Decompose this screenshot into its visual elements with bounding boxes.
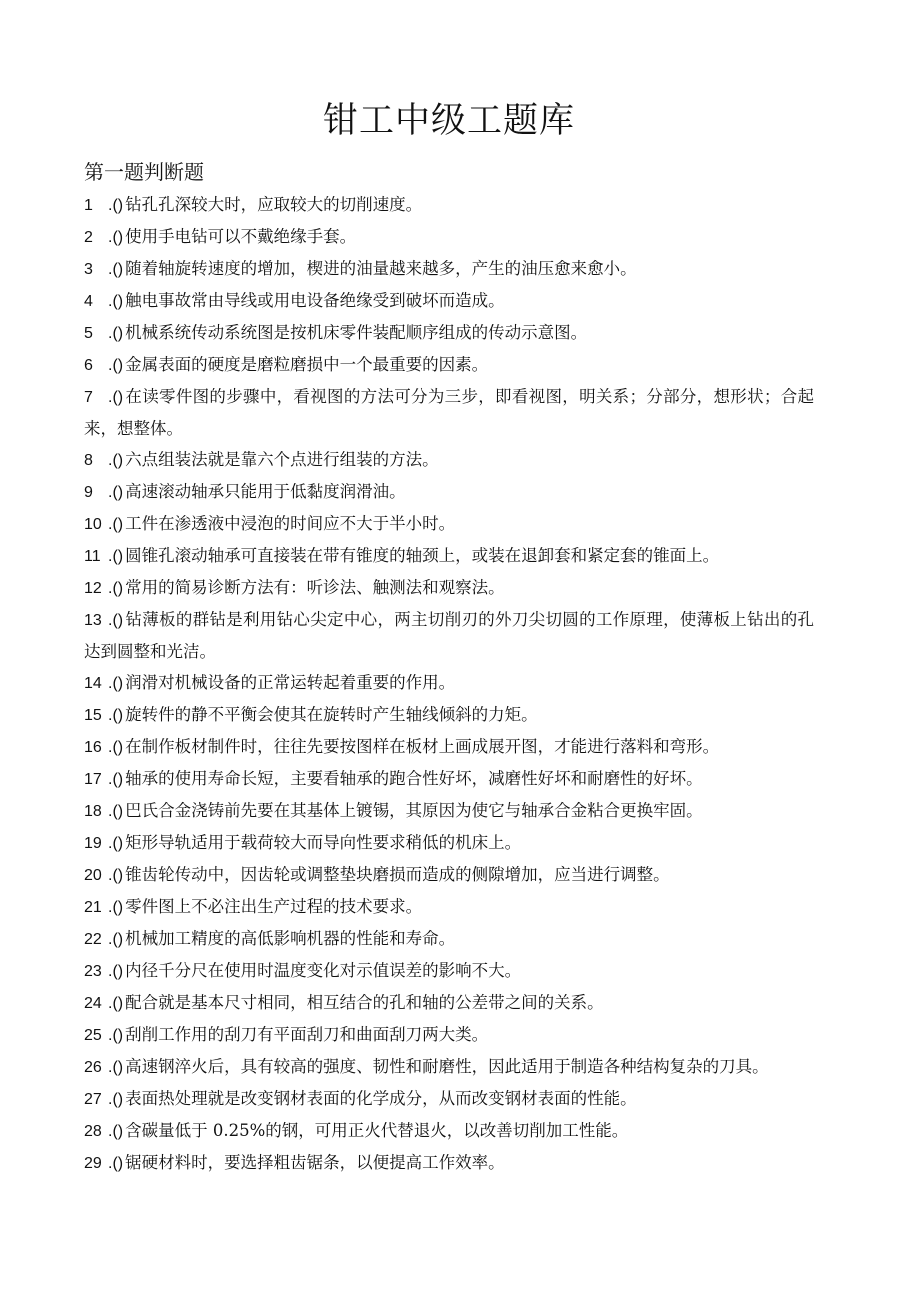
answer-parentheses: .()	[108, 1155, 124, 1172]
question-text: 高速钢淬火后，具有较高的强度、韧性和耐磨性，因此适用于制造各种结构复杂的刀具。	[125, 1057, 769, 1076]
question-number: 2	[84, 229, 93, 246]
question-item	[84, 891, 814, 923]
answer-parentheses: .()	[108, 293, 124, 310]
question-number: 1	[84, 197, 93, 214]
question-text: 机械加工精度的高低影响机器的性能和寿命。	[125, 929, 456, 948]
answer-parentheses: .()	[108, 803, 124, 820]
question-number: 19	[84, 835, 102, 852]
question-number: 9	[84, 484, 93, 501]
question-text: 矩形导轨适用于载荷较大而导向性要求稍低的机床上。	[125, 833, 522, 852]
question-text: 在制作板材制件时，往往先要按图样在板材上画成展开图，才能进行落料和弯形。	[125, 737, 720, 756]
question-item	[84, 253, 814, 285]
answer-parentheses: .()	[108, 707, 124, 724]
answer-parentheses: .()	[108, 931, 124, 948]
question-item	[84, 987, 814, 1019]
answer-parentheses: .()	[108, 995, 124, 1012]
question-number: 17	[84, 771, 102, 788]
question-number: 21	[84, 899, 102, 916]
question-text: 高速滚动轴承只能用于低黏度润滑油。	[125, 482, 406, 501]
answer-parentheses: .()	[108, 357, 124, 374]
question-item	[84, 955, 814, 987]
question-item	[84, 349, 814, 381]
question-text: 六点组装法就是靠六个点进行组装的方法。	[125, 450, 439, 469]
question-item	[84, 1115, 814, 1147]
question-text: 钻孔孔深较大时，应取较大的切削速度。	[125, 195, 423, 214]
question-number: 7	[84, 389, 93, 406]
question-item	[84, 444, 814, 476]
answer-parentheses: .()	[108, 325, 124, 342]
answer-parentheses: .()	[108, 1123, 124, 1140]
question-text: 零件图上不必注出生产过程的技术要求。	[125, 897, 423, 916]
answer-parentheses: .()	[108, 963, 124, 980]
question-text: 在读零件图的步骤中，看视图的方法可分为三步，即看视图，明关系；分部分，想形状；合起来，想整体。	[84, 387, 814, 438]
question-item	[84, 285, 814, 317]
question-number: 11	[84, 548, 101, 565]
question-text: 含碳量低于 0.25%的钢，可用正火代替退火，以改善切削加工性能。	[125, 1121, 629, 1140]
question-number: 12	[84, 580, 102, 597]
question-number: 3	[84, 261, 93, 278]
question-number: 29	[84, 1155, 102, 1172]
question-item	[84, 508, 814, 540]
answer-parentheses: .()	[108, 1091, 124, 1108]
question-text: 常用的简易诊断方法有：听诊法、触测法和观察法。	[125, 578, 505, 597]
question-item	[84, 859, 814, 891]
question-item	[84, 189, 814, 221]
question-number: 4	[84, 293, 93, 310]
question-text: 表面热处理就是改变钢材表面的化学成分，从而改变钢材表面的性能。	[125, 1089, 637, 1108]
question-item	[84, 572, 814, 604]
question-number: 10	[84, 516, 102, 533]
question-text: 使用手电钻可以不戴绝缘手套。	[125, 227, 357, 246]
question-item	[84, 827, 814, 859]
question-item	[84, 667, 814, 699]
question-item	[84, 604, 814, 667]
question-text: 触电事故常由导线或用电设备绝缘受到破坏而造成。	[125, 291, 505, 310]
answer-parentheses: .()	[108, 516, 124, 533]
question-item	[84, 731, 814, 763]
question-number: 26	[84, 1059, 102, 1076]
question-number: 28	[84, 1123, 102, 1140]
question-item	[84, 476, 814, 508]
question-number: 20	[84, 867, 102, 884]
question-text: 内径千分尺在使用时温度变化对示值误差的影响不大。	[125, 961, 522, 980]
document-title: 钳工中级工题库	[322, 101, 575, 141]
question-text: 润滑对机械设备的正常运转起着重要的作用。	[125, 673, 456, 692]
answer-parentheses: .()	[108, 771, 124, 788]
question-text: 刮削工作用的刮刀有平面刮刀和曲面刮刀两大类。	[125, 1025, 489, 1044]
answer-parentheses: .()	[108, 1059, 124, 1076]
question-number: 5	[84, 325, 93, 342]
question-text: 随着轴旋转速度的增加，楔进的油量越来越多，产生的油压愈来愈小。	[125, 259, 637, 278]
answer-parentheses: .()	[108, 484, 124, 501]
answer-parentheses: .()	[108, 612, 124, 629]
question-item	[84, 1051, 814, 1083]
question-item	[84, 317, 814, 349]
question-number: 24	[84, 995, 102, 1012]
answer-parentheses: .()	[108, 452, 124, 469]
answer-parentheses: .()	[108, 1027, 124, 1044]
answer-parentheses: .()	[108, 197, 124, 214]
question-text: 锯硬材料时，要选择粗齿锯条，以便提高工作效率。	[125, 1153, 505, 1172]
question-number: 22	[84, 931, 102, 948]
question-number: 25	[84, 1027, 102, 1044]
question-text: 钻薄板的群钻是利用钻心尖定中心，两主切削刃的外刀尖切圆的工作原理，使薄板上钻出的孔达到圆整和光洁。	[84, 610, 814, 661]
question-list	[84, 189, 814, 1179]
question-text: 配合就是基本尺寸相同，相互结合的孔和轴的公差带之间的关系。	[125, 993, 604, 1012]
question-number: 16	[84, 739, 102, 756]
answer-parentheses: .()	[108, 835, 124, 852]
question-item	[84, 763, 814, 795]
question-text: 锥齿轮传动中，因齿轮或调整垫块磨损而造成的侧隙增加，应当进行调整。	[125, 865, 670, 884]
question-number: 8	[84, 452, 93, 469]
question-item	[84, 540, 814, 572]
answer-parentheses: .()	[108, 261, 124, 278]
question-item	[84, 795, 814, 827]
question-text: 金属表面的硬度是磨粒磨损中一个最重要的因素。	[125, 355, 489, 374]
answer-parentheses: .()	[108, 739, 124, 756]
question-item	[84, 381, 814, 444]
answer-parentheses: .()	[108, 548, 124, 565]
question-number: 27	[84, 1091, 102, 1108]
question-text: 圆锥孔滚动轴承可直接装在带有锥度的轴颈上，或装在退卸套和紧定套的锥面上。	[125, 546, 720, 565]
question-number: 13	[84, 612, 102, 629]
question-item	[84, 1083, 814, 1115]
question-text: 巴氏合金浇铸前先要在其基体上镀锡，其原因为使它与轴承合金粘合更换牢固。	[125, 801, 703, 820]
question-number: 23	[84, 963, 102, 980]
answer-parentheses: .()	[108, 899, 124, 916]
question-item	[84, 221, 814, 253]
question-item	[84, 1147, 814, 1179]
question-text: 旋转件的静不平衡会使其在旋转时产生轴线倾斜的力矩。	[125, 705, 538, 724]
question-number: 15	[84, 707, 102, 724]
question-text: 工件在渗透液中浸泡的时间应不大于半小时。	[125, 514, 456, 533]
question-number: 14	[84, 675, 102, 692]
question-number: 18	[84, 803, 102, 820]
answer-parentheses: .()	[108, 389, 124, 406]
question-text: 机械系统传动系统图是按机床零件装配顺序组成的传动示意图。	[125, 323, 588, 342]
question-item	[84, 699, 814, 731]
section-title: 第一题判断题	[84, 160, 204, 184]
answer-parentheses: .()	[108, 580, 124, 597]
question-item	[84, 1019, 814, 1051]
question-number: 6	[84, 357, 93, 374]
question-text: 轴承的使用寿命长短，主要看轴承的跑合性好坏，减磨性好坏和耐磨性的好坏。	[125, 769, 703, 788]
answer-parentheses: .()	[108, 675, 124, 692]
question-item	[84, 923, 814, 955]
answer-parentheses: .()	[108, 867, 124, 884]
answer-parentheses: .()	[108, 229, 124, 246]
